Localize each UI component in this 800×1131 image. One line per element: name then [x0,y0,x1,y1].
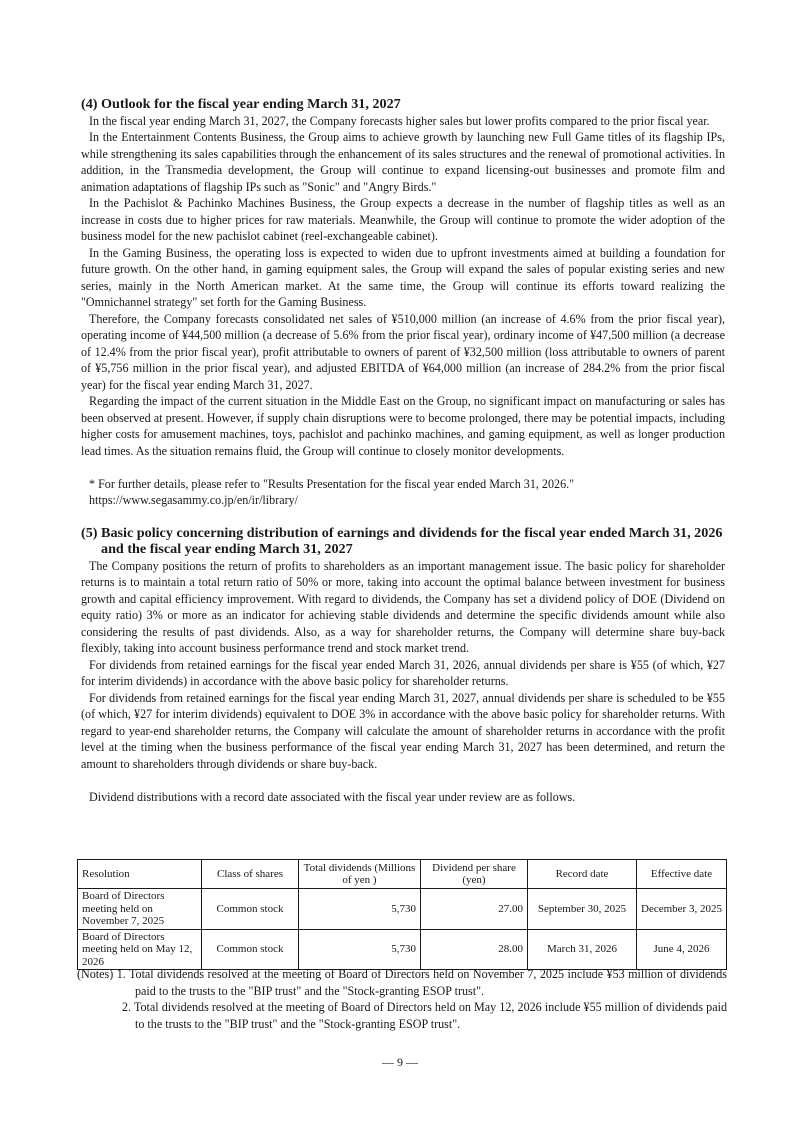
header-total-dividends: Total dividends (Millions of yen ) [299,860,421,889]
cell-record-date: March 31, 2026 [528,929,637,970]
section-5-paragraph-1: The Company positions the return of profits to shareholders as an important management issue. The basic policy for shareholder returns is to maintain a total return ratio of 50% or more, taking into account the optimal balance between investment for business growth and capital efficiency improvement. With regard to dividends, the Company has set a dividend policy of DOE (Dividend on equity ratio) 3% or more as an indicator for achieving stable dividends and determine the specific dividends amount while also considering the results of past dividends. Also, as a way for shareholder returns, the Company will determine share buy-back flexibly, taking into account business performance trend and stock market trend. [81,558,725,655]
header-class-of-shares: Class of shares [202,860,299,889]
section-5-paragraph-3: For dividends from retained earnings for the fiscal year ending March 31, 2027, annual dividends per share is scheduled to be ¥55 (of which, ¥27 for interim dividends) equivalent to DOE 3% in accordance with the above basic policy for shareholder returns. With regard to year-end shareholder returns, the Company will calculate the amount of shareholder returns in accordance with the profit level at the timing when the business performance of the fiscal year ending March 31, 2027 has been determined, and return the amount to shareholders through dividends or share buy-back. [81,690,725,771]
cell-dividend-per-share: 27.00 [421,889,528,930]
dividend-table [77,859,727,970]
reference-note [81,476,725,509]
note-2: 2. Total dividends resolved at the meeting of Board of Directors held on May 12, 2026 include ¥55 million of dividends paid to the trusts to the "BIP trust" and the "Stock-granting ESOP trust". [122,1000,727,1031]
cell-resolution: Board of Directors meeting held on November 7, 2025 [78,889,202,930]
section-4-paragraph-1: In the fiscal year ending March 31, 2027, the Company forecasts higher sales but lower profits compared to the prior fiscal year. [89,113,710,128]
section-4-paragraph-5: Therefore, the Company forecasts consolidated net sales of ¥510,000 million (an increase of 4.6% from the prior fiscal year), operating income of ¥44,500 million (a decrease of 5.6% from the prior fiscal year), ordinary income of ¥47,500 million (a decrease of 12.4% from the prior fiscal year), profit attributable to owners of parent of ¥32,500 million (loss attributable to owners of parent of ¥5,756 million in the prior fiscal year), and adjusted EBITDA of ¥64,000 million (an increase of 284.2% from the prior fiscal year) for the fiscal year ending March 31, 2027. [81,311,725,392]
table-row [78,889,727,930]
table-header-row [78,860,727,889]
section-4-paragraph-4: In the Gaming Business, the operating loss is expected to widen due to upfront investments aimed at building a foundation for future growth. On the other hand, in gaming equipment sales, the Group will expand the sales of popular existing series and new series, mainly in the North American market. At the same time, the Group will continue its efforts toward realizing the "Omnichannel strategy" set forth for the Gaming Business. [81,245,725,309]
dividend-table-intro: Dividend distributions with a record date associated with the fiscal year under review are as follows. [89,790,576,804]
note-1: (Notes) 1. Total dividends resolved at the meeting of Board of Directors held on November 7, 2025 include ¥53 million of dividends paid to the trusts to the "BIP trust" and the "Stock-granting ESOP trust". [77,967,727,998]
reference-note-text: * For further details, please refer to "Results Presentation for the fiscal year ended March 31, 2026." [89,476,575,491]
cell-effective-date: June 4, 2026 [637,929,727,970]
cell-class-of-shares: Common stock [202,889,299,930]
cell-dividend-per-share: 28.00 [421,929,528,970]
header-effective-date: Effective date [637,860,727,889]
page-number: — 9 — [382,1055,418,1069]
cell-total-dividends: 5,730 [299,889,421,930]
header-resolution: Resolution [78,860,202,889]
section-4-paragraph-3: In the Pachislot & Pachinko Machines Business, the Group expects a decrease in the number of flagship titles as well as an increase in costs due to higher prices for raw materials. Meanwhile, the Group will continue to promote the wider adoption of the business model for the new pachislot cabinet (reel-exchangeable cabinet). [81,196,725,243]
section-4-paragraph-2: In the Entertainment Contents Business, the Group aims to achieve growth by launching new Full Game titles of its flagship IPs, while strengthening its sales capabilities through the enhancement of its sales structures and the renewal of promotional activities. In addition, in the Transmedia development, the Group will continue to expand licensing-out businesses and promote film and animation adaptations of flagship IPs such as "Sonic" and "Angry Birds." [81,130,725,194]
table-row [78,929,727,970]
header-dividend-per-share: Dividend per share (yen) [421,860,528,889]
cell-total-dividends: 5,730 [299,929,421,970]
reference-url-link[interactable]: https://www.segasammy.co.jp/en/ir/library/ [89,493,299,507]
cell-class-of-shares: Common stock [202,929,299,970]
section-4-paragraph-6: Regarding the impact of the current situation in the Middle East on the Group, no significant impact on manufacturing or sales has been observed at present. However, if supply chain disruptions were to become prolonged, there may be potential impacts, including higher costs for amusement machines, toys, pachislot and pachinko machines, and gaming equipment, as well as longer production lead times. As the situation remains fluid, the Group will continue to closely monitor developments. [81,394,725,458]
header-record-date: Record date [528,860,637,889]
cell-effective-date: December 3, 2025 [637,889,727,930]
cell-record-date: September 30, 2025 [528,889,637,930]
section-5-heading: (5) Basic policy concerning distribution of earnings and dividends for the fiscal year ended March 31, 2026 and the fiscal year ending March 31, 2027 [81,524,723,557]
table-notes [77,966,727,1032]
main-content [81,96,725,806]
cell-resolution: Board of Directors meeting held on May 12, 2026 [78,929,202,970]
section-4-heading: (4) Outlook for the fiscal year ending March 31, 2027 [81,96,401,112]
section-5-paragraph-2: For dividends from retained earnings for the fiscal year ended March 31, 2026, annual dividends per share is ¥55 (of which, ¥27 for interim dividends) in accordance with the above basic policy for shareholder returns. [81,657,725,688]
